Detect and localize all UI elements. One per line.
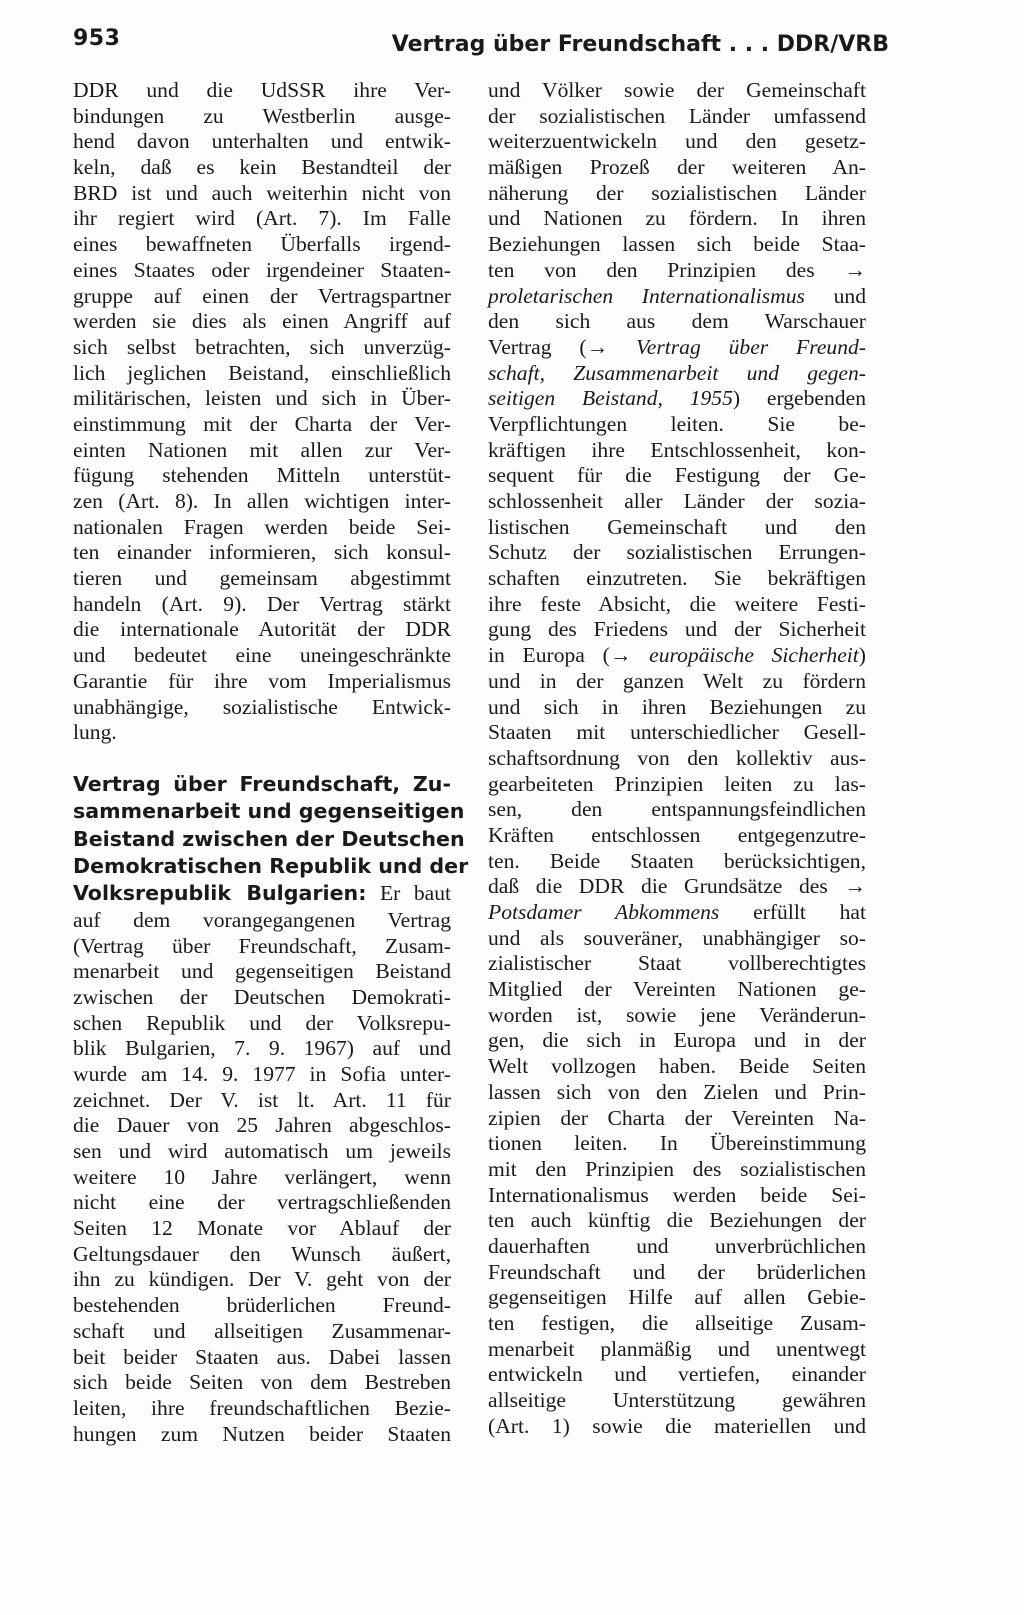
text-line: nationalen Fragen werden beide Sei- [73, 514, 451, 539]
text-line: zwischen der Deutschen Demokrati- [73, 984, 451, 1009]
paragraph-continuation [73, 78, 451, 746]
text-line: Vertrag über Freundschaft, Zu- [73, 771, 451, 796]
text-line: und bedeutet eine uneingeschränkte [73, 643, 451, 668]
text-line: und als souveräner, unabhängiger so- [488, 925, 866, 950]
text-line: Internationalismus werden beide Sei- [488, 1182, 866, 1207]
text-line: bindungen zu Westberlin ausge- [73, 103, 451, 128]
text-line: zen (Art. 8). In allen wichtigen inter- [73, 489, 451, 513]
text-line: proletarischen Internationalismus und [488, 283, 866, 308]
text-line: ihre feste Absicht, die weitere Festi- [488, 591, 866, 616]
text-line: gen, die sich in Europa und in der [488, 1028, 866, 1053]
text-line: zipien der Charta der Vereinten Na- [488, 1105, 866, 1130]
text-line: in Europa (→ europäische Sicherheit) [488, 643, 866, 668]
text-line: fügung stehenden Mitteln unterstüt- [73, 463, 451, 488]
text-line: ten von den Prinzipien des → [488, 257, 866, 282]
text-line: tieren und gemeinsam abgestimmt [73, 566, 451, 591]
text-line: Garantie für ihre vom Imperialismus [73, 668, 451, 693]
text-line: auf dem vorangegangenen Vertrag [73, 907, 451, 932]
text-line: ten. Beide Staaten berücksichtigen, [488, 848, 866, 873]
text-line: daß die DDR die Grundsätze des → [488, 874, 866, 899]
text-line: schaft und allseitigen Zusammenar- [73, 1318, 451, 1343]
text-line: militärischen, leisten und sich in Über- [73, 386, 451, 411]
cross-reference: seitigen Beistand, 1955 [488, 386, 733, 411]
text-line: Verpflichtungen leiten. Sie be- [488, 411, 866, 436]
entry-body [73, 908, 451, 1447]
entry-heading-bold: Volksrepublik Bulgarien: [73, 881, 367, 906]
running-head: Vertrag über Freundschaft . . . DDR/VRB [391, 32, 889, 57]
entry-body-start: Er baut [366, 881, 451, 906]
text-line: weitere 10 Jahre verlängert, wenn [73, 1164, 451, 1189]
text-line: die internationale Autorität der DDR [73, 617, 451, 642]
text-line: weiterzuentwickeln und den gesetz- [488, 129, 866, 154]
text-line: nicht eine der vertragschließenden [73, 1190, 451, 1215]
text-line: gegenseitigen Hilfe auf allen Gebie- [488, 1285, 866, 1310]
text-line: Mitglied der Vereinten Nationen ge- [488, 977, 866, 1002]
text-line: sen und wird automatisch um jeweils [73, 1139, 451, 1164]
text-line: Vertrag (→ Vertrag über Freund- [488, 334, 866, 359]
text-line: sequent für die Festigung der Ge- [488, 463, 866, 488]
text-line: sich selbst betrachten, sich unverzüg- [73, 334, 451, 359]
text-line: worden ist, sowie jene Veränderun- [488, 1002, 866, 1027]
paragraph-gap [73, 746, 451, 771]
text-line: gearbeiteten Prinzipien leiten zu las- [488, 771, 866, 796]
cross-reference: Potsdamer Abkommens [488, 900, 720, 924]
text-line: lich jeglichen Beistand, einschließlich [73, 360, 451, 385]
text-line: Demokratischen Republik und der [73, 854, 469, 879]
text-line: ten einander informieren, sich konsul- [73, 540, 451, 565]
text-line: Kräften entschlossen entgegenzutre- [488, 822, 866, 847]
text-line: Geltungsdauer den Wunsch äußert, [73, 1241, 451, 1266]
text-line: schaftsordnung von den kollektiv aus- [488, 745, 866, 770]
text-line: wurde am 14. 9. 1977 in Sofia unter- [73, 1061, 451, 1086]
text-line: eines bewaffneten Überfalls irgend- [73, 232, 451, 257]
text-line: zialistischer Staat vollberechtigtes [488, 951, 866, 976]
text-line: sich beide Seiten von dem Bestreben [73, 1370, 451, 1395]
text-line: schlossenheit aller Länder der sozia- [488, 489, 866, 513]
text-line: allseitige Unterstützung gewähren [488, 1388, 866, 1413]
cross-reference: proletarischen Internationalismus [488, 283, 805, 308]
text-line: ten auch künftig die Beziehungen der [488, 1208, 866, 1233]
text-line: entwickeln und vertiefen, einander [488, 1362, 866, 1387]
text-line: mit den Prinzipien des sozialistischen [488, 1156, 866, 1181]
text-line: kräftigen ihre Entschlossenheit, kon- [488, 437, 866, 462]
entry-heading-line [73, 880, 451, 907]
text-line: handeln (Art. 9). Der Vertrag stärkt [73, 591, 451, 616]
text-line: BRD ist und auch weiterhin nicht von [73, 180, 451, 205]
text-line: werden sie dies als einen Angriff auf [73, 309, 451, 334]
text-line: menarbeit und gegenseitigen Beistand [73, 959, 451, 984]
text-line: (Vertrag über Freundschaft, Zusam- [73, 933, 451, 958]
text-line: Seiten 12 Monate vor Ablauf der [73, 1216, 451, 1241]
text-line: eines Staates oder irgendeiner Staaten- [73, 257, 451, 282]
text-line: und sich in ihren Beziehungen zu [488, 694, 866, 719]
text-line: mäßigen Prozeß der weiteren An- [488, 155, 866, 180]
text-line [488, 361, 866, 387]
entry-body-continued [488, 78, 866, 1439]
text-line: seitigen Beistand, 1955) ergebenden [488, 386, 866, 411]
cross-reference: schaft, Zusammenarbeit und gegen- [488, 360, 866, 385]
text-line: lung. [73, 720, 117, 745]
text-line: bestehenden brüderlichen Freund- [73, 1293, 451, 1318]
text-line: ihn zu kündigen. Der V. geht von der [73, 1267, 451, 1292]
text-line: keln, daß es kein Bestandteil der [73, 155, 451, 180]
text-line: sen, den entspannungsfeindlichen [488, 797, 866, 822]
text-line: Schutz der sozialistischen Errungen- [488, 540, 866, 565]
text-line: (Art. 1) sowie die materiellen und [488, 1413, 866, 1438]
text-line: gung des Friedens und der Sicherheit [488, 617, 866, 642]
page-number: 953 [73, 26, 121, 51]
text-line: tionen leiten. In Übereinstimmung [488, 1131, 866, 1156]
text-line: hend davon unterhalten und entwik- [73, 129, 451, 154]
text-line: sammenarbeit und gegenseitigen [73, 799, 465, 824]
text-line: ten festigen, die allseitige Zusam- [488, 1311, 866, 1335]
text-line: zeichnet. Der V. ist lt. Art. 11 für [73, 1087, 451, 1112]
text-line: einten Nationen mit allen zur Ver- [73, 437, 451, 462]
text-line: dauerhaften und unverbrüchlichen [488, 1233, 866, 1258]
text-line: unabhängige, sozialistische Entwick- [73, 694, 451, 719]
text-line: beit beider Staaten aus. Dabei lassen [73, 1344, 451, 1369]
text-line: und Völker sowie der Gemeinschaft [488, 78, 866, 102]
text-line: Staaten mit unterschiedlicher Gesell- [488, 720, 866, 745]
text-line: die Dauer von 25 Jahren abgeschlos- [73, 1113, 451, 1138]
text-line: näherung der sozialistischen Länder [488, 180, 866, 205]
text-line: lassen sich von den Zielen und Prin- [488, 1079, 866, 1104]
text-line: listischen Gemeinschaft und den [488, 514, 866, 539]
cross-reference: Vertrag über Freund- [636, 334, 866, 359]
text-line: einstimmung mit der Charta der Ver- [73, 411, 451, 436]
text-line: der sozialistischen Länder umfassend [488, 103, 866, 128]
text-line: hungen zum Nutzen beider Staaten [73, 1421, 451, 1446]
text-line: Potsdamer Abkommens erfüllt hat [488, 900, 866, 924]
text-line: Beziehungen lassen sich beide Staa- [488, 232, 866, 257]
text-line: und Nationen zu fördern. In ihren [488, 206, 866, 231]
right-column [488, 78, 866, 1439]
text-line: Freundschaft und der brüderlichen [488, 1259, 866, 1284]
text-line: leiten, ihre freundschaftlichen Bezie- [73, 1395, 451, 1420]
text-line: schaften einzutreten. Sie bekräftigen [488, 566, 866, 591]
text-line: und in der ganzen Welt zu fördern [488, 668, 866, 693]
text-line: Beistand zwischen der Deutschen [73, 826, 465, 851]
text-line: den sich aus dem Warschauer [488, 309, 866, 334]
text-line: schen Republik und der Volksrepu- [73, 1010, 451, 1035]
text-line: gruppe auf einen der Vertragspartner [73, 283, 451, 308]
cross-reference: europäische Sicherheit [649, 643, 859, 668]
entry-heading [73, 771, 469, 881]
text-line: menarbeit planmäßig und unentwegt [488, 1336, 866, 1361]
text-line: Welt vollzogen haben. Beide Seiten [488, 1054, 866, 1079]
text-line: DDR und die UdSSR ihre Ver- [73, 78, 451, 102]
text-line: blik Bulgarien, 7. 9. 1967) auf und [73, 1036, 451, 1061]
text-line: ihr regiert wird (Art. 7). Im Falle [73, 206, 451, 231]
left-column [73, 78, 469, 1447]
